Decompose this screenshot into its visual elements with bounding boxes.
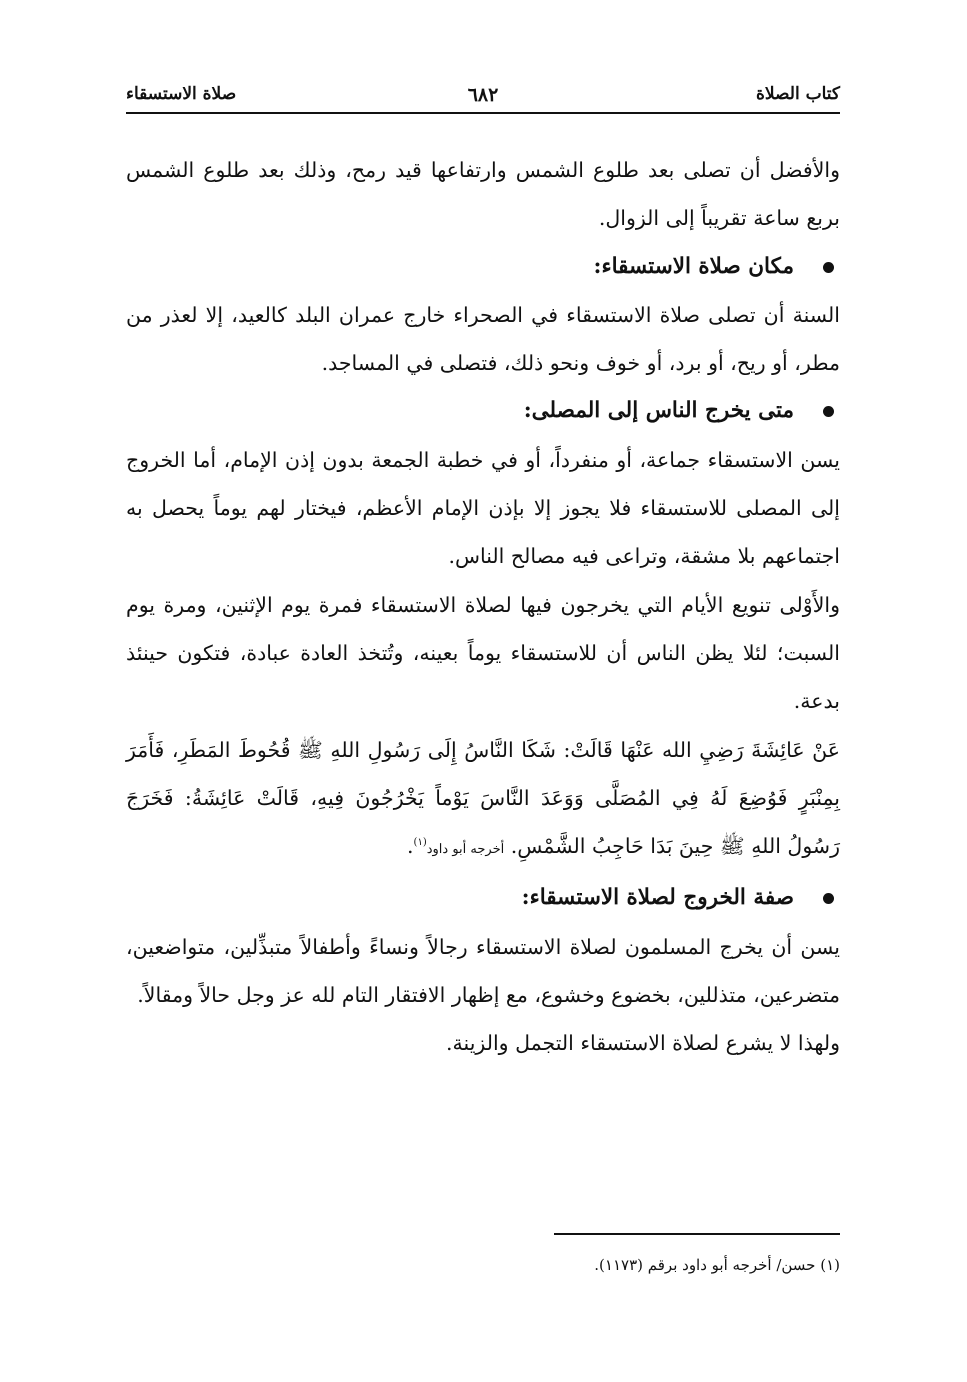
paragraph: يسن الاستسقاء جماعة، أو منفرداً، أو في خطبة الجمعة بدون إذن الإمام، أما الخروج إلى المصلى للاستسقاء فلا يجوز إلا بإذن الإمام الأعظم، فيختار لهم يوماً يحصل به اجتماعهم بلا مشقة، وتراعى فيه مصالح الناس. (126, 447, 840, 569)
bullet-icon (823, 893, 834, 904)
book-title: كتاب الصلاة (755, 84, 840, 104)
section-heading (126, 243, 840, 291)
paragraph: والأفضل أن تصلى بعد طلوع الشمس وارتفاعها قيد رمح، وذلك بعد طلوع الشمس بربع ساعة تقريباً إلى الزوال. (126, 158, 840, 231)
footnote-rule (554, 1233, 840, 1235)
section-heading-text: متى يخرج الناس إلى المصلى: (523, 398, 794, 424)
bullet-icon (823, 262, 834, 273)
hadith-end: . (407, 834, 414, 859)
paragraph: يسن أن يخرج المسلمون لصلاة الاستسقاء رجالاً ونساءً وأطفالاً متبذِّلين، متواضعين، متضرعين، متذللين، بخضوع وخشوع، مع إظهار الافتقار التام لله عز وجل حالاً ومقالاً. (126, 934, 840, 1008)
section-heading-text: مكان صلاة الاستسقاء: (593, 253, 794, 279)
hadith-text: عَنْ عَائِشَةَ رَضِيِ الله عَنْهَا قَالَتْ: شَكَا النَّاسُ إِلَى رَسُولِ اللهِ ﷺ قُحُوطَ المَطَرِ، فَأَمَرَ بِمِنْبَرٍ فَوُضِعَ لَهُ فِي المُصَلَّى وَوَعَدَ النَّاسَ يَوْماً يَخْرُجُونَ فِيهِ، قَالَتْ عَائِشَةُ: فَخَرَجَ رَسُولُ اللهِ ﷺ حِينَ بَدَا حَاجِبُ الشَّمْسِ. (126, 737, 840, 859)
page-number: ٦٨٢ (467, 84, 499, 106)
page-body (126, 146, 840, 1068)
page-header (126, 84, 840, 110)
paragraph: والأَوْلى تنويع الأيام التي يخرجون فيها لصلاة الاستسقاء فمرة يوم الإثنين، ومرة يوم السبت؛ لئلا يظن الناس أن للاستسقاء يوماً بعينه، وتُتخذ العادة عبادة، فتكون حينئذ بدعة. (126, 592, 840, 714)
book-page (126, 0, 840, 1382)
footnote: (١) حسن/ أخرجه أبو داود برقم (١١٧٣). (594, 1256, 840, 1274)
hadith (126, 726, 840, 875)
chapter-title: صلاة الاستسقاء (126, 84, 237, 104)
paragraph: السنة أن تصلى صلاة الاستسقاء في الصحراء خارج عمران البلد كالعيد، إلا لعذر من مطر، أو ريح، أو برد، أو خوف ونحو ذلك، فتصلى في المساجد. (126, 302, 840, 376)
header-rule (126, 112, 840, 114)
section-heading (126, 387, 840, 435)
footnote-ref: (١) (413, 837, 427, 849)
bullet-icon (823, 406, 834, 417)
section-heading (126, 874, 840, 922)
hadith-source: أخرجه أبو داود (426, 842, 505, 858)
section-heading-text: صفة الخروج لصلاة الاستسقاء: (521, 885, 794, 911)
paragraph: ولهذا لا يشرع لصلاة الاستسقاء التجمل والزينة. (446, 1031, 840, 1056)
